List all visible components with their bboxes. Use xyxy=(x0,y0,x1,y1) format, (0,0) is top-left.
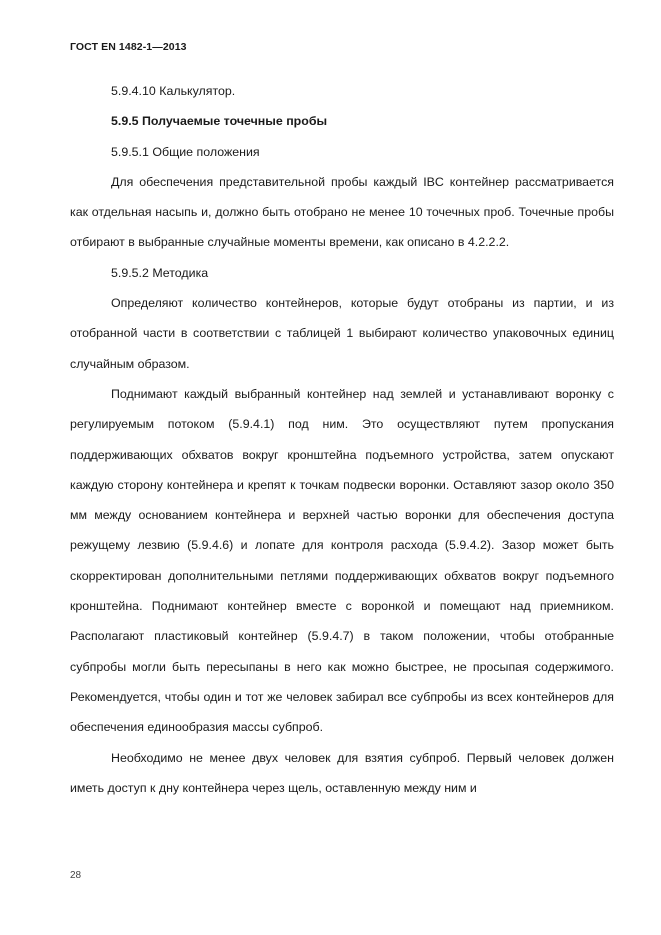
paragraph-general-provisions: Для обеспечения представительной пробы каждый IBC контейнер рассматривается как отдельная насыпь и, должно быть отобрано не менее 10 точечных проб. Точечные пробы отбирают в выбранные случайные моменты времени, как описано в 4.2.2.2. xyxy=(70,174,614,250)
subsection-heading-5-9-5-2: 5.9.5.2 Методика xyxy=(111,265,209,280)
paragraph-lifting-procedure: Поднимают каждый выбранный контейнер над землей и устанавливают воронку с регулируемым потоком (5.9.4.1) под ним. Это осуществляют путем пропускания поддерживающих обхватов вокруг кронштейна подъемного устройства, затем опускают каждую сторону контейнера и крепят к точкам подвески воронки. Оставляют зазор около 350 мм между основанием контейнера и верхней частью воронки для обеспечения доступа режущему лезвию (5.9.4.6) и лопате для контроля расхода (5.9.4.2). Зазор может быть скорректирован дополнительными петлями поддерживающих обхватов вокруг подъемного кронштейна. Поднимают контейнер вместе с воронкой и помещают над приемником. Располагают пластиковый контейнер (5.9.4.7) в таком положении, чтобы отобранные субпробы могли быть пересыпаны в него как можно быстрее, не просыпая содержимого. Рекомендуется, чтобы один и тот же человек забирал все субпробы из всех контейнеров для обеспечения единообразия массы субпроб. xyxy=(70,386,614,735)
paragraph-container-count: Определяют количество контейнеров, которые будут отобраны из партии, и из отобранной части в соответствии с таблицей 1 выбирают количество упаковочных единиц случайным образом. xyxy=(70,296,614,371)
page-number: 28 xyxy=(70,870,82,881)
paragraph-two-persons: Необходимо не менее двух человек для взятия субпроб. Первый человек должен иметь доступ к дну контейнера через щель, оставленную между ним и xyxy=(70,750,614,795)
section-heading-5-9-5: 5.9.5 Получаемые точечные пробы xyxy=(111,114,328,129)
subsection-heading-5-9-5-1: 5.9.5.1 Общие положения xyxy=(111,144,260,159)
item-5-9-4-10: 5.9.4.10 Калькулятор. xyxy=(111,84,236,98)
document-body xyxy=(70,76,614,803)
document-header: ГОСТ EN 1482-1—2013 xyxy=(70,41,187,53)
